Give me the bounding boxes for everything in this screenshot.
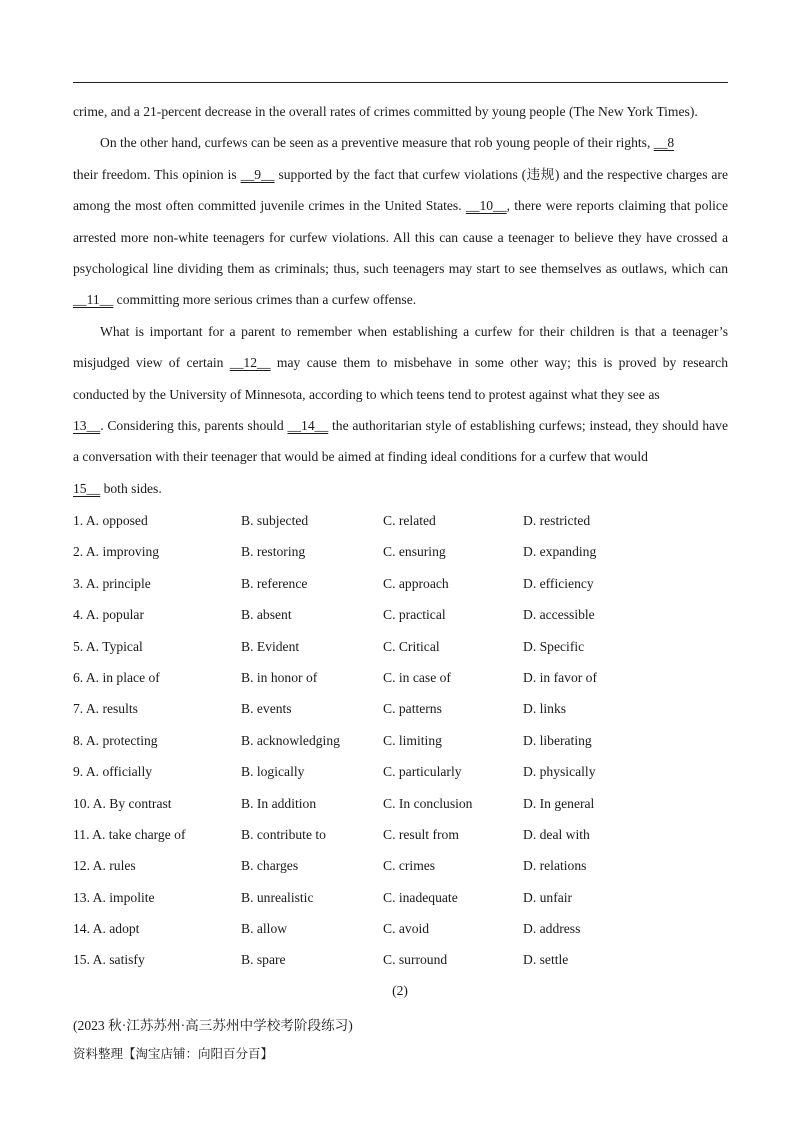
paragraph-1 bbox=[73, 127, 728, 315]
option-row bbox=[73, 693, 728, 724]
p2-text-b: may cause them to misbehave in some other way; this is proved by research conducted by the University of Minnesota, according to which teens tend to protest against what they see as bbox=[73, 355, 728, 402]
option-b: B. allow bbox=[241, 921, 288, 937]
option-b: B. contribute to bbox=[241, 826, 326, 842]
option-c: C. limiting bbox=[383, 732, 442, 748]
blank-11: __11__ bbox=[73, 292, 114, 308]
option-row bbox=[73, 568, 728, 599]
option-b: B. in honor of bbox=[241, 669, 318, 685]
p1-text-e: committing more serious crimes than a curfew offense. bbox=[113, 292, 417, 308]
option-a: 15. A. satisfy bbox=[73, 952, 145, 968]
option-a: 5. A. Typical bbox=[73, 638, 143, 654]
option-b: B. Evident bbox=[241, 638, 300, 654]
section-number: (2) bbox=[392, 983, 408, 998]
option-c: C. in case of bbox=[383, 669, 451, 685]
blank-10: __10__ bbox=[465, 198, 507, 214]
p2-text-d: the authoritarian style of establishing curfews; instead, they should have a conversation with their teenager that would be aimed at finding ideal conditions for a curfew that would bbox=[73, 418, 728, 465]
option-row bbox=[73, 882, 728, 913]
option-b: B. acknowledging bbox=[241, 732, 340, 748]
option-d: D. address bbox=[523, 921, 581, 937]
option-c: C. ensuring bbox=[383, 544, 446, 560]
option-a: 9. A. officially bbox=[73, 764, 153, 780]
option-d: D. relations bbox=[523, 858, 587, 874]
option-c: C. crimes bbox=[383, 858, 436, 874]
answer-options bbox=[73, 505, 728, 976]
option-row bbox=[73, 536, 728, 567]
blank-14: __14__ bbox=[287, 418, 329, 434]
option-c: C. related bbox=[383, 513, 436, 528]
option-c: C. result from bbox=[383, 826, 459, 842]
option-d: D. expanding bbox=[523, 544, 597, 560]
option-c: C. In conclusion bbox=[383, 795, 473, 811]
option-a: 2. A. improving bbox=[73, 544, 160, 560]
blank-15: 15__ bbox=[73, 480, 101, 496]
passage bbox=[73, 96, 728, 504]
option-d: D. unfair bbox=[523, 889, 573, 905]
option-b: B. In addition bbox=[241, 795, 317, 811]
option-row bbox=[73, 850, 728, 881]
option-c: C. inadequate bbox=[383, 889, 458, 905]
p2-text-c: . Considering this, parents should bbox=[100, 418, 288, 434]
blank-12: __12__ bbox=[229, 355, 271, 371]
blank-13: 13__ bbox=[73, 418, 101, 434]
option-a: 6. A. in place of bbox=[73, 669, 160, 685]
option-row bbox=[73, 631, 728, 662]
option-c: C. avoid bbox=[383, 921, 430, 937]
option-b: B. charges bbox=[241, 858, 299, 874]
paragraph-0 bbox=[73, 96, 728, 127]
option-d: D. deal with bbox=[523, 826, 590, 842]
option-a: 10. A. By contrast bbox=[73, 795, 172, 811]
p1-text-b: their freedom. This opinion is bbox=[73, 166, 241, 182]
option-b: B. logically bbox=[241, 764, 305, 780]
option-b: B. absent bbox=[241, 607, 292, 623]
option-b: B. spare bbox=[241, 952, 286, 968]
option-b: B. reference bbox=[241, 575, 308, 591]
paragraph-0-text: crime, and a 21-percent decrease in the overall rates of crimes committed by young people (The New York Times). bbox=[73, 104, 698, 119]
option-c: C. approach bbox=[383, 575, 449, 591]
option-c: C. particularly bbox=[383, 764, 462, 780]
option-a: 8. A. protecting bbox=[73, 732, 158, 748]
option-b: B. unrealistic bbox=[241, 889, 314, 905]
option-d: D. in favor of bbox=[523, 669, 597, 685]
option-row bbox=[73, 944, 728, 975]
option-c: C. surround bbox=[383, 952, 448, 968]
option-a: 11. A. take charge of bbox=[73, 826, 186, 842]
option-a: 12. A. rules bbox=[73, 858, 136, 874]
option-a: 3. A. principle bbox=[73, 575, 151, 591]
header-rule bbox=[73, 82, 728, 83]
option-b: B. events bbox=[241, 701, 292, 717]
option-row bbox=[73, 662, 728, 693]
p1-text-d: , there were reports claiming that police arrested more non-white teenagers for curfew violations. All this can cause a teenager to believe they have crossed a psychological line dividing them as criminals; thus, such teenagers may start to see themselves as outlaws, which can bbox=[73, 198, 728, 277]
option-row bbox=[73, 505, 728, 536]
option-row bbox=[73, 599, 728, 630]
paragraph-2 bbox=[73, 316, 728, 504]
option-d: D. efficiency bbox=[523, 575, 594, 591]
option-row bbox=[73, 913, 728, 944]
p1-text-c: supported by the fact that curfew violations (违规) and the respective charges are among the most often committed juvenile crimes in the United States. bbox=[73, 166, 728, 214]
option-c: C. practical bbox=[383, 607, 446, 623]
option-d: D. In general bbox=[523, 795, 595, 811]
option-a: 7. A. results bbox=[73, 701, 138, 717]
p1-text-a: On the other hand, curfews can be seen as a preventive measure that rob young people of their rights, bbox=[100, 135, 654, 151]
option-d: D. Specific bbox=[523, 638, 585, 654]
option-row bbox=[73, 788, 728, 819]
footer-note: 资料整理【淘宝店铺：向阳百分百】 bbox=[73, 1046, 274, 1061]
p2-text-e: both sides. bbox=[100, 480, 162, 496]
source-note: (2023 秋·江苏苏州·高三苏州中学校考阶段练习) bbox=[73, 1018, 353, 1033]
option-b: B. subjected bbox=[241, 513, 309, 528]
option-row bbox=[73, 819, 728, 850]
option-a: 14. A. adopt bbox=[73, 921, 140, 937]
option-row bbox=[73, 725, 728, 756]
option-d: D. physically bbox=[523, 764, 596, 780]
option-c: C. patterns bbox=[383, 701, 442, 717]
option-a: 13. A. impolite bbox=[73, 889, 155, 905]
option-b: B. restoring bbox=[241, 544, 306, 560]
option-c: C. Critical bbox=[383, 638, 440, 654]
option-d: D. restricted bbox=[523, 513, 591, 528]
p2-text-a: What is important for a parent to remember when establishing a curfew for their children is that a teenager’s misjudged view of certain bbox=[73, 323, 728, 371]
option-d: D. settle bbox=[523, 952, 569, 968]
option-d: D. accessible bbox=[523, 607, 595, 623]
blank-9: __9__ bbox=[240, 166, 275, 182]
option-d: D. liberating bbox=[523, 732, 592, 748]
option-row bbox=[73, 756, 728, 787]
option-d: D. links bbox=[523, 701, 567, 717]
option-a: 4. A. popular bbox=[73, 607, 144, 623]
blank-8: __8 bbox=[653, 135, 675, 151]
option-a: 1. A. opposed bbox=[73, 513, 148, 528]
